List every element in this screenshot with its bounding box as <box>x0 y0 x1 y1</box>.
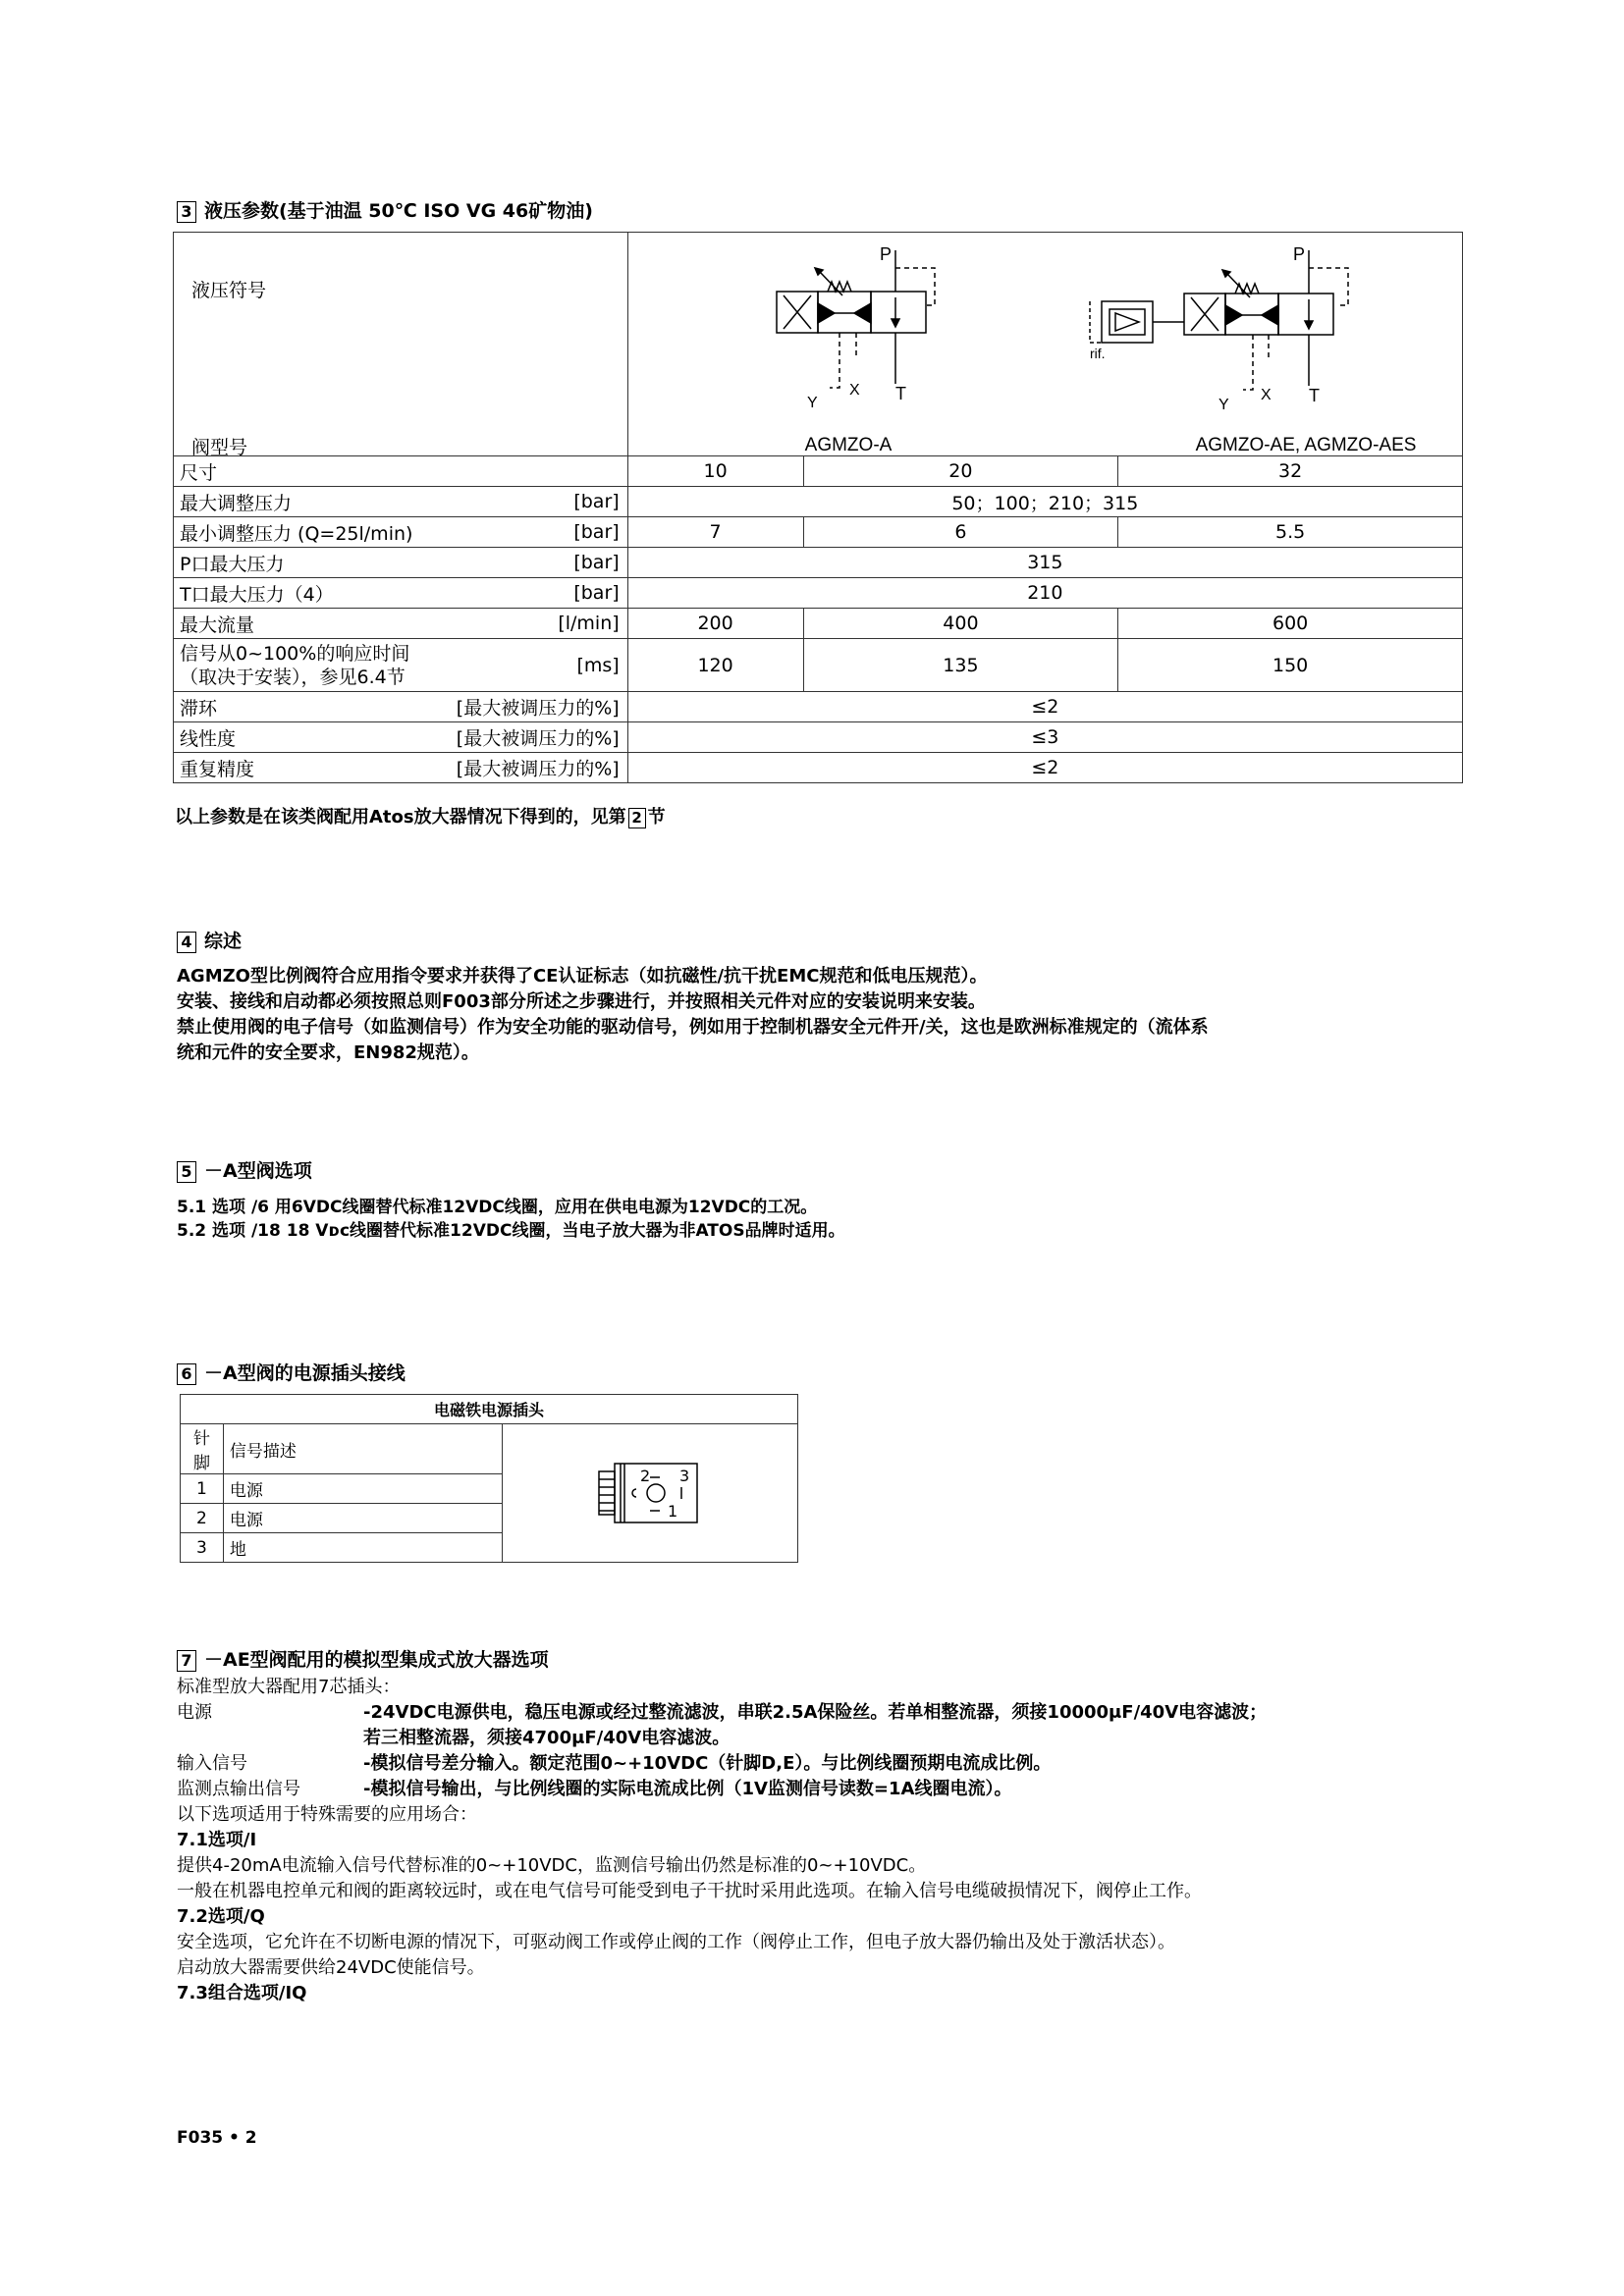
spec-item <box>177 1777 1512 1802</box>
table-row <box>174 639 1463 692</box>
row-value: 10 <box>627 456 803 487</box>
spec-text: -模拟信号输出，与比例线圈的实际电流成比例（1V监测信号读数=1A线圈电流）。 <box>363 1779 1012 1799</box>
section-5-body <box>177 1196 845 1243</box>
section-number: 6 <box>177 1363 196 1385</box>
spec-label: 电源 <box>177 1702 212 1723</box>
section-number: 5 <box>177 1161 196 1183</box>
section-title: －A型阀选项 <box>204 1160 312 1182</box>
paragraph-line: 统和元件的安全要求，EN982规范）。 <box>177 1042 479 1063</box>
row-value: ≤2 <box>627 753 1462 783</box>
plug-table <box>180 1394 798 1563</box>
row-value: 600 <box>1118 609 1463 639</box>
symbols-cell <box>627 233 1462 456</box>
table-row <box>174 722 1463 753</box>
section-7-heading <box>177 1645 549 1672</box>
table-row <box>174 456 1463 487</box>
table-row <box>174 753 1463 783</box>
row-unit: [最大被调压力的%] <box>456 697 620 720</box>
svg-text:1: 1 <box>667 1501 678 1521</box>
note-section-ref: 2 <box>628 808 646 828</box>
svg-text:X: X <box>848 382 860 399</box>
row-value: ≤3 <box>627 722 1462 753</box>
symbol-label-cell <box>174 233 628 456</box>
row-unit: [bar] <box>573 582 620 604</box>
row-value: 150 <box>1118 639 1463 692</box>
option-heading: 7.1选项/I <box>177 1830 257 1850</box>
svg-text:2: 2 <box>639 1466 651 1485</box>
row-unit: [最大被调压力的%] <box>456 758 620 780</box>
intro-line: 标准型放大器配用7芯插头： <box>177 1677 401 1697</box>
spec-label: 监测点输出信号 <box>177 1779 300 1799</box>
model-label: 阀型号 <box>191 437 248 458</box>
paragraph-line: 禁止使用阀的电子信号（如监测信号）作为安全功能的驱动信号，例如用于控制机器安全元件开/关，这也是欧洲标准规定的（流体系 <box>177 1017 1209 1038</box>
row-value: 50；100；210；315 <box>627 487 1462 517</box>
row-value: 200 <box>627 609 803 639</box>
row-label-cell <box>174 578 628 609</box>
row-value: 135 <box>803 639 1118 692</box>
row-label-cell <box>174 692 628 722</box>
spec-item <box>177 1700 1512 1726</box>
row-value: 5.5 <box>1118 517 1463 548</box>
svg-text:AGMZO-A: AGMZO-A <box>804 435 893 455</box>
section-title: 液压参数(基于油温 50℃ ISO VG 46矿物油) <box>204 200 593 222</box>
spec-text: -模拟信号差分输入。额定范围0~+10VDC（针脚D,E）。与比例线圈预期电流成比例。 <box>363 1753 1052 1774</box>
spec-label: 输入信号 <box>177 1753 247 1774</box>
option-heading: 7.2选项/Q <box>177 1906 265 1927</box>
table-row <box>174 578 1463 609</box>
paragraph-line: 提供4-20mA电流输入信号代替标准的0~+10VDC，监测信号输出仍然是标准的0~+10VDC。 <box>177 1855 927 1876</box>
table-note <box>175 805 666 830</box>
svg-text:T: T <box>1308 386 1320 405</box>
section-4-heading <box>177 927 242 953</box>
row-unit: [bar] <box>573 491 620 512</box>
valve-symbol-a <box>777 250 935 388</box>
row-label: P口最大压力 <box>180 553 285 575</box>
row-label: 尺寸 <box>180 461 218 484</box>
paragraph-line: 启动放大器需要供给24VDC使能信号。 <box>177 1957 485 1978</box>
pin-desc: 地 <box>223 1533 502 1563</box>
row-value: ≤2 <box>627 692 1462 722</box>
svg-text:3: 3 <box>678 1466 690 1485</box>
row-value: 120 <box>627 639 803 692</box>
section-title: －A型阀的电源插头接线 <box>204 1362 406 1384</box>
table-row <box>174 609 1463 639</box>
row-label-cell <box>174 609 628 639</box>
option-heading: 7.3组合选项/IQ <box>177 1983 307 2003</box>
row-label-cell <box>174 487 628 517</box>
row-label-cell <box>174 456 628 487</box>
row-value: 315 <box>627 548 1462 578</box>
hydraulic-table <box>173 232 1463 783</box>
section-number: 4 <box>177 932 196 953</box>
row-unit: [l/min] <box>558 613 620 634</box>
row-value: 400 <box>803 609 1118 639</box>
pin-number: 2 <box>181 1504 224 1533</box>
option-line: 5.2 选项 /18 18 Vᴅᴄ线圈替代标准12VDC线圈，当电子放大器为非ATOS品牌时适用。 <box>177 1221 845 1241</box>
row-label-cell <box>174 753 628 783</box>
plug-connector-icon <box>503 1432 797 1555</box>
row-value: 32 <box>1118 456 1463 487</box>
svg-text:P: P <box>879 244 892 264</box>
paragraph-line: 安装、接线和启动都必须按照总则F003部分所述之步骤进行，并按照相关元件对应的安装说明来安装。 <box>177 991 986 1012</box>
col-header-pin: 针脚 <box>181 1424 224 1474</box>
valve-symbol-ae <box>1090 250 1348 390</box>
note-text: 以上参数是在该类阀配用Atos放大器情况下得到的，见第 <box>175 807 626 828</box>
symbol-label: 液压符号 <box>191 280 267 301</box>
row-label: T口最大压力（4） <box>180 583 334 606</box>
pin-desc: 电源 <box>223 1474 502 1504</box>
svg-text:Y: Y <box>806 395 818 411</box>
spec-item <box>177 1751 1512 1777</box>
col-header-desc: 信号描述 <box>223 1424 502 1474</box>
note-suffix: 节 <box>647 807 666 828</box>
plug-table-title: 电磁铁电源插头 <box>181 1395 798 1424</box>
section-number: 3 <box>177 201 196 223</box>
paragraph-line: 以下选项适用于特殊需要的应用场合： <box>177 1804 477 1825</box>
svg-text:AGMZO-AE, AGMZO-AES: AGMZO-AE, AGMZO-AES <box>1195 435 1417 455</box>
spec-label <box>177 1726 363 1751</box>
paragraph-line: 安全选项，它允许在不切断电源的情况下，可驱动阀工作或停止阀的工作（阀停止工作，但电子放大器仍输出及处于激活状态）。 <box>177 1932 1175 1952</box>
hydraulic-symbols <box>628 233 1464 456</box>
plug-drawing-cell <box>502 1424 797 1563</box>
row-unit: [bar] <box>573 552 620 573</box>
row-value: 210 <box>627 578 1462 609</box>
row-label-cell <box>174 548 628 578</box>
table-row <box>174 487 1463 517</box>
row-unit: [bar] <box>573 521 620 543</box>
section-title: 综述 <box>204 931 243 952</box>
row-label: 信号从0~100%的响应时间 <box>180 642 410 665</box>
spec-text: -24VDC电源供电，稳压电源或经过整流滤波，串联2.5A保险丝。若单相整流器，须接10000μF/40V电容滤波； <box>363 1702 1268 1723</box>
section-4-body <box>177 964 1492 1066</box>
svg-text:P: P <box>1292 244 1305 264</box>
spec-item <box>177 1726 1512 1751</box>
row-label-cell <box>174 722 628 753</box>
paragraph-line: 一般在机器电控单元和阀的距离较远时，或在电气信号可能受到电子干扰时采用此选项。在输入信号电缆破损情况下，阀停止工作。 <box>177 1881 1202 1901</box>
page-footer: F035 • 2 <box>177 2128 257 2148</box>
svg-text:X: X <box>1260 387 1272 403</box>
table-row <box>174 692 1463 722</box>
section-title: －AE型阀配用的模拟型集成式放大器选项 <box>204 1649 549 1671</box>
row-label: 最大流量 <box>180 614 255 636</box>
option-line: 5.1 选项 /6 用6VDC线圈替代标准12VDC线圈，应用在供电电源为12VDC的工况。 <box>177 1198 818 1217</box>
section-5-heading <box>177 1156 312 1183</box>
row-label: 线性度 <box>180 727 237 750</box>
row-label: 滞环 <box>180 697 218 720</box>
row-label-cell <box>174 639 628 692</box>
pin-number: 3 <box>181 1533 224 1563</box>
row-value: 7 <box>627 517 803 548</box>
row-unit: [最大被调压力的%] <box>456 727 620 750</box>
table-row <box>174 517 1463 548</box>
row-unit: [ms] <box>576 654 620 676</box>
table-row <box>174 548 1463 578</box>
row-label-line2: （取决于安装），参见6.4节 <box>180 666 406 688</box>
row-label: 最小调整压力 (Q=25l/min) <box>180 522 413 545</box>
row-value: 20 <box>803 456 1118 487</box>
svg-text:rif.: rif. <box>1089 346 1106 361</box>
section-number: 7 <box>177 1650 196 1672</box>
svg-text:Y: Y <box>1218 397 1229 413</box>
row-label: 重复精度 <box>180 758 255 780</box>
section-6-heading <box>177 1359 406 1385</box>
row-value: 6 <box>803 517 1118 548</box>
pin-desc: 电源 <box>223 1504 502 1533</box>
row-label-cell <box>174 517 628 548</box>
svg-text:T: T <box>894 384 906 403</box>
paragraph-line: AGMZO型比例阀符合应用指令要求并获得了CE认证标志（如抗磁性/抗干扰EMC规范和低电压规范）。 <box>177 966 988 987</box>
spec-text: 若三相整流器，须接4700μF/40V电容滤波。 <box>363 1728 731 1748</box>
row-label: 最大调整压力 <box>180 492 293 514</box>
section-3-heading <box>177 196 593 223</box>
section-7-body <box>177 1675 1512 2006</box>
pin-number: 1 <box>181 1474 224 1504</box>
